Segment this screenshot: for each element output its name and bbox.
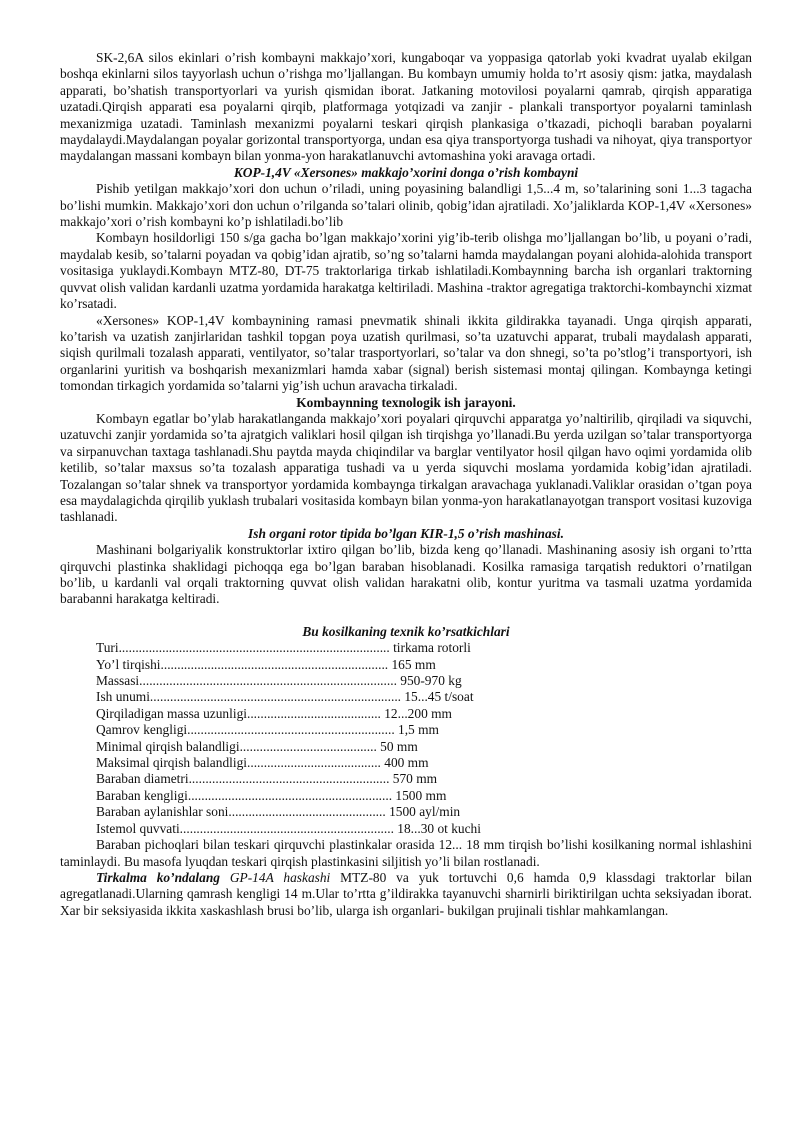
paragraph-kop-intro: Pishib yetilgan makkajo’xori don uchun o’riladi, uning poyasining balandligi 1,5...4 m, so’talarining soni 1...3 tagacha bo’lishi mumkin. Makkajo’xori don uchun o’rilganda so’talari olinib, qobig’idan ajratiladi. Xo’jaliklarda KOP-1,4V «Xersones» makkajo’xori o’rish kombayni ko’p ishlatiladi.bo’lib [60,181,752,230]
paragraph-kop-frame: «Xersones» KOP-1,4V kombaynining ramasi pnevmatik shinali ikkita gildirakka tayanadi. Unga qirqish apparati, ko’tarish va uzatish zanjirlaridan tashkil topgan poya uzatish qurilmasi, so’ta uzatuvchi apparat, trubali maydalash apparati, siqish qurilmali tozalash apparati, ventilyator, so’talar trasportyorlari, so’talar va don shnegi, so’ta po’stlog’i transportyori, ish organlarini yuritish va boshqarish mexanizmlari hamda xabar (signal) berish sistemasi montaj qilingan. Kombaynga ketingi tomondan tirkagich yordamida so’talarni yig’ish uchun aravacha tirkaladi. [60,312,752,394]
heading-specs: Bu kosilkaning texnik ko’rsatkichlari [302,623,510,639]
spec-row: Massasi............................................................................. 950-970 kg [96,673,462,689]
heading-kop14v: KOP-1,4V «Xersones» makkajo’xorini donga o’rish kombayni [233,164,579,180]
spec-list [60,640,752,837]
gp14a-lead: Tirkalma ko’ndalang [96,869,220,885]
blank-line [60,608,752,624]
spec-row: Qamrov kengligi.............................................................. 1,5 mm [96,722,439,738]
heading-tech-process: Kombaynning texnologik ish jarayoni. [296,394,516,410]
spec-row: Istemol quvvati................................................................ 18...30 ot kuchi [96,820,481,836]
paragraph-blade-gap: Baraban pichoqlari bilan teskari qirquvchi plastinkalar orasida 12... 18 mm tirqish bo’lishi kosilkaning normal ishlashini taminlaydi. Bu masofa lyuqdan teskari qirqish plastinkasini siljitish yo’li bilan rostlanadi. [60,837,752,869]
document-page [60,50,752,919]
spec-row: Turi................................................................................. tirkama rotorli [96,640,471,656]
spec-row: Qirqiladigan massa uzunligi........................................ 12...200 mm [96,705,452,721]
paragraph-kop-productivity: Kombayn hosildorligi 150 s/ga gacha bo’lgan makkajo’xorini yig’ib-terib olishga mo’ljallangan bo’lib, u poyani o’radi, maydalab kesib, so’talarni poyadan va qobig’idan ajratib, so’ng so’talarni hamda maydalangan poyani alohida-alohida transport vositasiga yuklaydi.Kombayn MTZ-80, DT-75 traktorlariga tirkab ishlatiladi.Kombaynning barcha ish organlari traktorning quvvat olish validan kardanli uzatma yordamida harakatga keltiriladi. Mashina -traktor agregatiga traktorchi-kombaynchi xizmat ko’rsatadi. [60,230,752,312]
spec-row: Ish unumi........................................................................... 15...45 t/soat [96,689,474,705]
spec-row: Maksimal qirqish balandligi........................................ 400 mm [96,755,429,771]
paragraph-tech-process: Kombayn egatlar bo’ylab harakatlanganda makkajo’xori poyalari qirquvchi apparatga yo’naltirilib, qirqiladi va siquvchi, uzatuvchi zanjir yordamida so’ta ajratgich valiklari hosil qilgan ish tirqishga yo’llanadi.Bu yerda uzilgan so’talar transportyorga va sirpanuvchan taxtaga tashlanadi.Shu paytda mayda chiqindilar va barglar ventilyator hosil qilgan havo oqimi yordamida olib ketilib, so’talar maxsus so’ta tozalash apparatiga tushadi va u yerda siquvchi moslama yordamida kobig’idan ajratiladi. Tozalangan so’talar shnek va transportyor yordamida kombaynga tirkalgan aravachaga yuklanadi.Valiklar orasidan o’tgan poya esa maydalagichda qirqilib yuklash trubalari vositasida kombayn bilan yonma-yon harakatlanayotgan transport vositasi kuzoviga tashlanadi. [60,410,752,525]
gp14a-text: MTZ-80 va yuk tortuvchi 0,6 hamda 0,9 klassdagi traktorlar bilan agregatlanadi.Ularning qamrash kengligi 14 m.Ular to’rtta g’ildirakka tayanuvchi sharnirli biriktirilgan uchta seksiyadan iborat. Xar bir seksiyasida ikkita xaskashlash brusi bo’lib, ularga ish organlari- bukilgan prujinali tishlar mahkamlangan. [60,869,752,918]
spec-row: Baraban kengligi............................................................. 1500 mm [96,787,447,803]
paragraph-kir15: Mashinani bolgariyalik konstruktorlar ixtiro qilgan bo’lib, bizda keng qo’llanadi. Mashinaning asosiy ish organi to’rtta qirquvchi plastinka shaklidagi pichoqqa ega bo’lgan baraban hisoblanadi. Kosilka ramasiga tarqatish reduktori o’rnatilgan bo’lib, u kardanli val orqali traktorning quvvat olish validan harakatni olib, kontur yuritma va tasmali uzatma yordamida barabanni harakatga keltiradi. [60,542,752,607]
gp14a-model: GP-14A haskashi [219,869,331,885]
spec-row: Baraban diametri............................................................ 570 mm [96,771,438,787]
paragraph-sk26a: SK-2,6A silos ekinlari o’rish kombayni makkajo’xori, kungaboqar va yoppasiga qatorlab yoki kvadrat uyalab ekilgan boshqa ekinlarni silos tayyorlash uchun o’rishga mo’ljallangan. Bu kombayn umumiy holda to’rt asosiy qism: jatka, maydalash apparati, bo’shatish transportyorlari va yurish qismidan iborat. Jatkaning motovilosi poyalarni qamrab, qirqish apparatiga uzatadi.Qirqish apparati esa poyalarni qirqib, platformaga yotqizadi va zanjir - plankali transportyor poyalarni taminlash mexanizmiga uzatadi. Taminlash mexanizmi poyalarni teskari qirqish plankasiga o’tkazadi, pichoqli baraban poyalarni maydalaydi.Maydalangan poyalar gorizontal transportyorga, undan esa qiya transportyorga tushadi va nihoyat, qiya transportyor maydalangan massani kombayn bilan yonma-yon harakatlanuvchi avtomashina yoki aravaga ortadi. [60,50,752,164]
paragraph-gp14a [60,870,752,919]
spec-row: Minimal qirqish balandligi......................................... 50 mm [96,738,418,754]
spec-row: Baraban aylanishlar soni............................................... 1500 ayl/min [96,804,461,820]
spec-row: Yo’l tirqishi.................................................................... 165 mm [96,656,436,672]
heading-kir15: Ish organi rotor tipida bo’lgan KIR-1,5 o’rish mashinasi. [248,525,564,541]
